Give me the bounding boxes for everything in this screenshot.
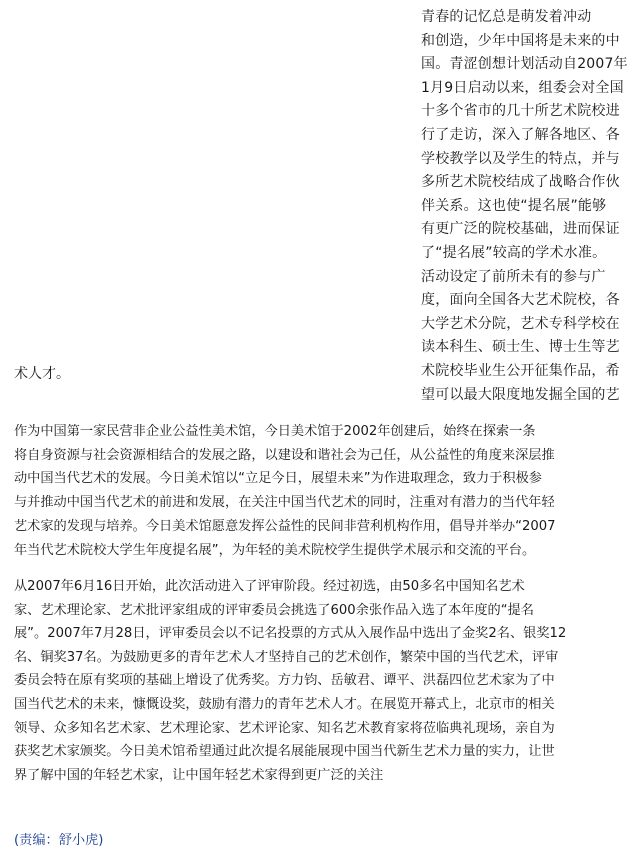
editor-credit: (责编：舒小虎) [14, 833, 104, 848]
paragraph-intro: 青春的记忆总是萌发着冲动 和创造，少年中国将是未来的中 国。青涩创想计划活动自2007年 1月9日启动以来，组委会对全国 十多个省市的几十所艺术院校进 行了走访，深入了解各地区、各 学校教学以及学生的特点，并与 多所艺术院校结成了战略合作伙 伴关系。这也使“提名展”能够 有更广泛的院校基础，进而保证 了“提名展”较高的学术水准。 活动设定了前所未有的参与广 度，面向全国各大艺术院校，各 大学艺术分院，艺术专科学校在 读本科生、硕士生、博士生等艺 术院校毕业生公开征集作品，希 望可以最大限度地发掘全国的艺 [421, 9, 628, 403]
paragraph-museum: 作为中国第一家民营非企业公益性美术馆，今日美术馆于2002年创建后，始终在探索一条 将自身资源与社会资源相结合的发展之路，以建设和谐社会为己任，从公益性的角度来深层推 动中国当代艺术的发展。今日美术馆以“立足今日，展望未来”为作进取理念，致力于积极参 与并推动中国当代艺术的前进和发展，在关注中国当代艺术的同时，注重对有潜力的当代年轻 艺术家的发现与培养。今日美术馆愿意发挥公益性的民间非营利机构作用，倡导并举办“2007 年当代艺术院校大学生年度提名展”，为年轻的美术院校学生提供学术展示和交流的平台。 [14, 424, 556, 558]
paragraph-review: 从2007年6月16日开始，此次活动进入了评审阶段。经过初选，由50多名中国知名艺术 家、艺术理论家、艺术批评家组成的评审委员会挑选了600余张作品入选了本年度的“提名 展”。2007年7月28日，评审委员会以不记名投票的方式从入展作品中选出了金奖2名、银奖12 名、铜奖37名。为鼓励更多的青年艺术人才坚持自己的艺术创作，繁荣中国的当代艺术，评审 委员会特在原有奖项的基础上增设了优秀奖。方力钧、岳敏君、谭平、洪磊四位艺术家为了中 国当代艺术的未来，慷慨设奖，鼓励有潜力的青年艺术人才。在展览开幕式上，北京市的相关 领导、众多知名艺术家、艺术理论家、艺术评论家、知名艺术教育家将莅临典礼现场，亲自为 获奖艺术家颁奖。今日美术馆希望通过此次提名展能展现中国当代新生艺术力量的实力，让世 界了解中国的年轻艺术家，让中国年轻艺术家得到更广泛的关注 [14, 579, 567, 783]
paragraph-intro-tail: 术人才。 [14, 366, 70, 382]
